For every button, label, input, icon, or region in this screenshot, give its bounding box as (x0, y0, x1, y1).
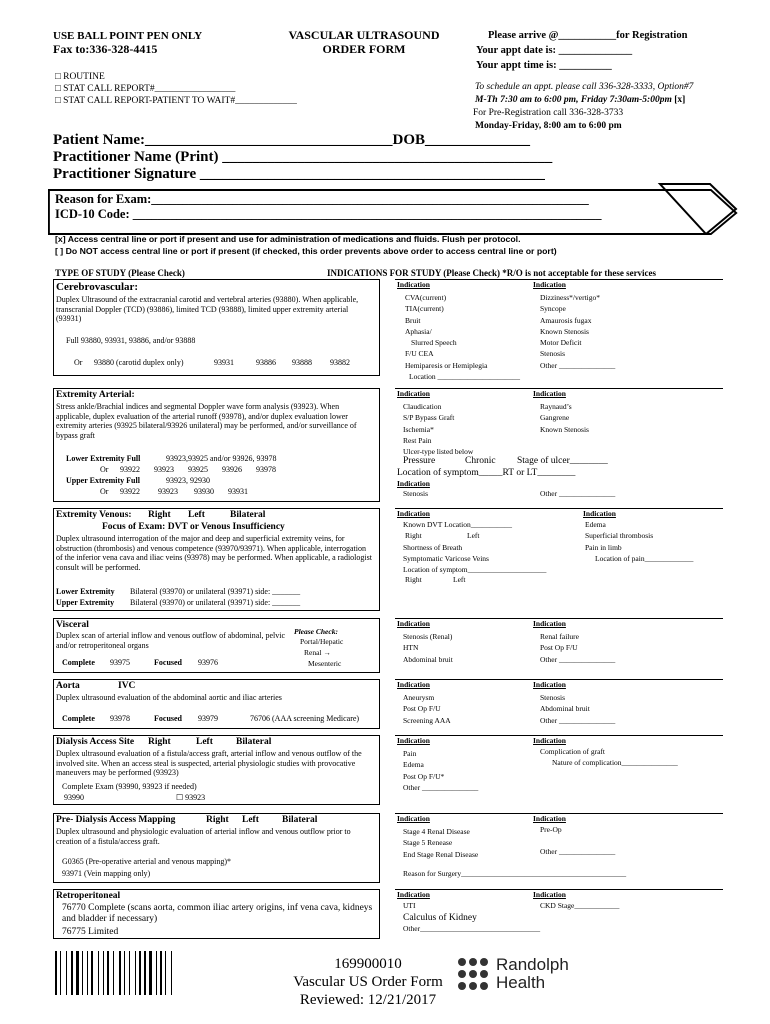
extremity-arterial-section (53, 388, 380, 502)
ind-edema[interactable]: Edema (403, 760, 424, 770)
ind-gangrene[interactable]: Gangrene (540, 413, 570, 423)
barcode-bar (122, 951, 123, 995)
ind-syncope[interactable]: Syncope (540, 304, 566, 314)
dialysis-left[interactable]: Left (196, 737, 213, 747)
indication-heading: Indication (533, 389, 566, 398)
code-93922[interactable]: 93922 (120, 465, 140, 474)
barcode-bar (94, 951, 97, 995)
lower-ext-codes: 93923,93925 and/or 93926, 93978 (166, 454, 277, 463)
barcode-bar (137, 951, 138, 995)
code-93925[interactable]: 93925 (188, 465, 208, 474)
ind-ischemia[interactable]: Ischemia* (403, 424, 434, 434)
reason-for-exam-field[interactable]: Reason for Exam:______________________________________________________________________ (55, 192, 589, 206)
practitioner-signature-field[interactable]: Practitioner Signature ______________________________________________ (53, 166, 545, 182)
ind-stenosis[interactable]: Stenosis (540, 349, 566, 359)
barcode-bar (107, 951, 109, 995)
ind-htn[interactable]: HTN (403, 643, 419, 653)
cerebro-indications (395, 279, 723, 382)
indication-heading: Indication (533, 736, 566, 745)
ind-abdominal-bruit[interactable]: Abdominal bruit (403, 654, 453, 664)
ind-rest-pain[interactable]: Rest Pain (403, 435, 432, 445)
schedule-line: To schedule an appt. please call 336-328-3333, Option#7 (475, 82, 694, 92)
ind-uti[interactable]: UTI (403, 901, 416, 910)
indication-heading: Indication (397, 280, 430, 289)
visceral-please-check: Please Check: (294, 627, 338, 636)
randolph-logo-icon (456, 956, 496, 992)
aorta-code-93979: 93979 (198, 714, 218, 723)
cerebrovascular-section (53, 279, 380, 376)
stat-call-checkbox[interactable]: □ STAT CALL REPORT#_________________ (55, 84, 236, 94)
arrive-line[interactable]: Please arrive @___________for Registration (488, 30, 688, 41)
dialysis-section (53, 735, 380, 805)
predialysis-left[interactable]: Left (242, 815, 259, 825)
visceral-section (53, 618, 380, 673)
extremity-venous-section (53, 508, 380, 611)
indication-heading: Indication (397, 619, 430, 628)
barcode-bar (171, 951, 172, 995)
ind-aphasia[interactable]: Aphasia/ (405, 326, 432, 336)
dialysis-right[interactable]: Right (148, 737, 171, 747)
ind-superficial-thrombosis[interactable]: Superficial thrombosis (585, 531, 654, 540)
ind-pre-op[interactable]: Pre-Op (540, 825, 562, 834)
barcode-bar (160, 951, 162, 995)
ind-claudication[interactable]: Claudication (403, 402, 442, 411)
indications-header: INDICATIONS FOR STUDY (Please Check) *R/O is not acceptable for these services (327, 268, 657, 278)
barcode-bar (144, 951, 146, 995)
barcode-bar (80, 951, 81, 995)
ext-ven-focus[interactable]: Focus of Exam: DVT or Venous Insufficiency (102, 522, 285, 532)
ind-location[interactable]: Location ______________________ (409, 372, 521, 382)
prereg-hours: Monday-Friday, 8:00 am to 6:00 pm (475, 121, 622, 131)
ind-shortness-breath[interactable]: Shortness of Breath (403, 543, 463, 552)
retro-indications (395, 889, 723, 939)
barcode-bar (142, 951, 143, 995)
practitioner-name-field[interactable]: Practitioner Name (Print) ____________________________________________ (53, 149, 553, 165)
cerebro-code-93931[interactable]: 93931 (214, 358, 234, 367)
ind-raynauds[interactable]: Raynaud’s (540, 402, 572, 411)
code-93930[interactable]: 93930 (194, 487, 214, 496)
no-access-central-line-option[interactable]: [ ] Do NOT access central line or port if present (if checked, this order prevents above order to access central line or port) (55, 246, 557, 256)
ind-bruit[interactable]: Bruit (405, 315, 421, 325)
ext-ven-lower[interactable]: Lower Extremity (56, 587, 115, 596)
visceral-mesenteric[interactable]: Mesenteric (308, 659, 342, 668)
logo-text-2: Health (496, 973, 546, 992)
indication-heading: Indication (397, 890, 430, 899)
cerebro-code-93880[interactable]: 93880 (carotid duplex only) (94, 358, 184, 367)
aorta-aaa-screening[interactable]: 76706 (AAA screening Medicare) (250, 714, 360, 723)
barcode-bar (131, 951, 134, 995)
form-title-2: ORDER FORM (322, 42, 406, 56)
aorta-complete[interactable]: Complete (62, 714, 95, 723)
dialysis-indications (395, 735, 723, 805)
indication-heading: Indication (397, 814, 430, 823)
barcode-bar (103, 951, 104, 995)
barcode-bar (84, 951, 86, 995)
dialysis-title[interactable]: Dialysis Access Site (56, 737, 135, 747)
ind-other[interactable]: Other _______________ (540, 360, 616, 370)
logo-text-1: Randolph (496, 955, 569, 974)
indication-heading: Indication (583, 509, 616, 518)
predialysis-g0365[interactable]: G0365 (Pre-operative arterial and venous mapping)* (62, 857, 232, 866)
barcode (55, 951, 213, 995)
barcode-bar (124, 951, 125, 995)
ext-ven-bilateral[interactable]: Bilateral (230, 510, 266, 520)
randolph-health-logo-text (496, 956, 569, 992)
barcode-bar (105, 951, 106, 995)
ind-renal-stenosis[interactable]: Stenosis (Renal) (403, 632, 453, 641)
ind-stage4-renal[interactable]: Stage 4 Renal Disease (403, 827, 470, 836)
ind-other[interactable]: Other _______________ (540, 654, 616, 664)
barcode-bar (165, 951, 166, 995)
ind-amaurosis[interactable]: Amaurosis fugax (540, 315, 592, 325)
ind-pressure[interactable]: Pressure (403, 456, 436, 466)
schedule-checkbox[interactable]: [x] (674, 95, 686, 105)
barcode-bar (89, 951, 90, 995)
predialysis-bilateral[interactable]: Bilateral (282, 815, 318, 825)
ind-chronic[interactable]: Chronic (465, 456, 496, 466)
predialysis-title[interactable]: Pre- Dialysis Access Mapping (56, 815, 176, 825)
code-93926[interactable]: 93926 (222, 465, 242, 474)
barcode-bar (173, 951, 175, 995)
barcode-bar (147, 951, 148, 995)
fax-number: Fax to:336-328-4415 (53, 42, 158, 56)
barcode-bar (153, 951, 155, 995)
cerebro-code-93888[interactable]: 93888 (292, 358, 312, 367)
ext-ven-title[interactable]: Extremity Venous: (56, 510, 132, 520)
indication-heading: Indication (397, 389, 430, 398)
type-of-study-header: TYPE OF STUDY (Please Check) (55, 268, 185, 278)
barcode-bar (71, 951, 73, 995)
ulcer-stage-field[interactable]: Stage of ulcer________ (517, 456, 608, 466)
barcode-bar (66, 951, 67, 995)
aorta-indications (395, 679, 723, 729)
indication-heading: Indication (533, 814, 566, 823)
routine-checkbox[interactable]: □ ROUTINE (55, 72, 105, 82)
dialysis-bilateral[interactable]: Bilateral (236, 737, 272, 747)
predialysis-indications (395, 813, 723, 883)
retro-complete-76770[interactable]: 76770 Complete (scans aorta, common iliac artery origins, inf vena cava, kidneys and bladder if necessary) (62, 903, 373, 925)
barcode-bar (135, 951, 136, 995)
dialysis-code-93990[interactable]: 93990 (64, 793, 84, 802)
visceral-complete[interactable]: Complete (62, 658, 95, 667)
ind-screening-aaa[interactable]: Screening AAA (403, 715, 451, 725)
ext-ven-upper[interactable]: Upper Extremity (56, 598, 115, 607)
ind-ckd-stage[interactable]: CKD Stage____________ (540, 901, 620, 910)
visceral-title[interactable]: Visceral (56, 620, 89, 630)
reason-for-surgery-field[interactable]: Reason for Surgery____________________________________________ (403, 869, 627, 878)
ind-other[interactable]: Other _______________ (403, 782, 479, 792)
ind-dvt-left[interactable]: Left (467, 531, 480, 540)
indication-heading: Indication (533, 680, 566, 689)
ind-hemiparesis[interactable]: Hemiparesis or Hemiplegia (405, 360, 488, 370)
barcode-bar (156, 951, 157, 995)
ind-aneurysm[interactable]: Aneurysm (403, 693, 435, 702)
barcode-bar (82, 951, 83, 995)
predialysis-desc: Duplex ultrasound and physiologic evaluation of arterial inflow and venous outflow prior to creation of a fistula/access graft. (56, 827, 351, 846)
barcode-bar (58, 951, 59, 995)
patient-name-field[interactable]: Patient Name:_________________________________DOB______________ (53, 132, 531, 148)
visceral-indications (395, 618, 723, 673)
code-93923[interactable]: 93923 (154, 465, 174, 474)
retro-title[interactable]: Retroperitoneal (56, 891, 121, 901)
ind-bypass[interactable]: S/P Bypass Graft (403, 413, 455, 423)
ext-ven-right[interactable]: Right (148, 510, 171, 520)
appt-time[interactable]: Your appt time is: __________ (476, 60, 612, 71)
ind-cva[interactable]: CVA(current) (405, 293, 447, 302)
barcode-bar (119, 951, 121, 995)
barcode-bar (98, 951, 99, 995)
ind-tia[interactable]: TIA(current) (405, 304, 444, 314)
or-label: Or (100, 487, 109, 496)
indication-heading: Indication (397, 736, 430, 745)
ind-post-op[interactable]: Post Op F/U (540, 643, 578, 653)
visceral-focused[interactable]: Focused (154, 658, 182, 667)
ind-edema[interactable]: Edema (585, 520, 606, 529)
symptom-location-field[interactable]: Location of symptom_____RT or LT________ (397, 468, 576, 478)
barcode-bar (163, 951, 164, 995)
code-93931[interactable]: 93931 (228, 487, 248, 496)
lower-extremity-full[interactable]: Lower Extremity Full (66, 454, 141, 463)
cerebro-code-93886[interactable]: 93886 (256, 358, 276, 367)
barcode-bar (149, 951, 152, 995)
ind-complication-nature[interactable]: Nature of complication_______________ (552, 758, 678, 767)
reviewed-date: Reviewed: 12/21/2017 (299, 992, 437, 1008)
ind-slurred[interactable]: Slurred Speech (411, 338, 457, 348)
ext-art-desc: Stress ankle/Brachial indices and segmental Doppler wave form analysis (93923). When applicable, duplex evaluation of the arterial runoff (93978), and/or duplex evaluation lower extremity arteries (93925 bilateral/93926 unilateral) may be performed, and/or surveillance of bypass graft (56, 402, 357, 440)
visceral-code-93975: 93975 (110, 658, 130, 667)
aorta-code-93978: 93978 (110, 714, 130, 723)
predialysis-right[interactable]: Right (206, 815, 229, 825)
schedule-hours: M-Th 7:30 am to 6:00 pm, Friday 7:30am-5:00pm (475, 95, 672, 105)
cerebro-or: Or (74, 358, 83, 367)
indication-heading: Indication (397, 509, 430, 518)
barcode-bar (110, 951, 112, 995)
ext-ven-indications (395, 508, 723, 611)
ind-kidney-calculus[interactable]: Calculus of Kidney (403, 913, 477, 923)
indication-heading: Indication (533, 280, 566, 289)
ext-ven-upper-options[interactable]: Bilateral (93970) or unilateral (93971) side: _______ (130, 598, 301, 607)
dialysis-desc: Duplex ultrasound evaluation of a fistula/access graft, arterial inflow and venous outflow of the involved site. When an access steal is suspected, arterial physiologic studies with provocative maneuvers may be performed (93923) (56, 749, 362, 778)
ind-known-stenosis[interactable]: Known Stenosis (540, 326, 589, 336)
ind-symptom-right[interactable]: Right (405, 575, 422, 584)
ind-pain[interactable]: Pain (403, 749, 417, 758)
appt-date[interactable]: Your appt date is: ______________ (476, 45, 633, 56)
barcode-bar (113, 951, 114, 995)
aorta-title[interactable]: Aorta (56, 681, 80, 691)
barcode-bar (62, 951, 65, 995)
indication-heading: Indication (533, 890, 566, 899)
ind-post-op[interactable]: Post Op F/U* (403, 771, 445, 781)
upper-extremity-full[interactable]: Upper Extremity Full (66, 476, 140, 485)
ind-stenosis[interactable]: Stenosis (540, 693, 566, 702)
ind-end-stage-renal[interactable]: End Stage Renal Disease (403, 849, 479, 859)
visceral-desc: Duplex scan of arterial inflow and venous outflow of abdominal, pelvic and/or retroperitoneal organs (56, 631, 286, 650)
ind-stage5-renal[interactable]: Stage 5 Renease (403, 838, 453, 848)
ind-known-stenosis[interactable]: Known Stenosis (540, 424, 589, 434)
ind-dvt-right[interactable]: Right (405, 531, 422, 540)
ind-symptom-location[interactable]: Location of symptom_____________________ (403, 565, 547, 574)
barcode-bar (60, 951, 61, 995)
barcode-bar (76, 951, 79, 995)
ind-fu-cea[interactable]: F/U CEA (405, 349, 434, 359)
retro-limited-76775[interactable]: 76775 Limited (62, 927, 119, 937)
upper-ext-codes: 93923, 92930 (166, 476, 210, 485)
indication-heading: Indication (397, 479, 430, 488)
ext-ven-lower-options[interactable]: Bilateral (93970) or unilateral (93971) side: _______ (130, 587, 301, 596)
ind-other[interactable]: Other _______________ (540, 847, 616, 856)
ivc-option[interactable]: IVC (118, 681, 136, 691)
barcode-bar (158, 951, 159, 995)
barcode-bar (87, 951, 88, 995)
ind-ulcer[interactable]: Ulcer-type listed below (403, 447, 474, 457)
ext-ven-left[interactable]: Left (188, 510, 205, 520)
aorta-desc: Duplex ultrasound evaluation of the abdominal aortic and iliac arteries (56, 693, 282, 702)
cerebro-title[interactable]: Cerebrovascular: (56, 281, 139, 293)
cerebro-code-93882[interactable]: 93882 (330, 358, 350, 367)
pre-dialysis-section (53, 813, 380, 883)
barcode-bar (91, 951, 93, 995)
barcode-bar (74, 951, 75, 995)
ind-varicose[interactable]: Symptomatic Varicose Veins (403, 554, 489, 563)
barcode-bar (55, 951, 57, 995)
barcode-bar (115, 951, 118, 995)
code-93922[interactable]: 93922 (120, 487, 140, 496)
ind-other[interactable]: Other _______________ (540, 715, 616, 725)
stat-wait-checkbox[interactable]: □ STAT CALL REPORT-PATIENT TO WAIT#_____________ (55, 96, 297, 106)
dialysis-code-93923[interactable]: ☐ 93923 (176, 793, 206, 802)
ind-abdominal-bruit[interactable]: Abdominal bruit (540, 704, 590, 714)
ind-known-dvt[interactable]: Known DVT Location___________ (403, 520, 513, 529)
ext-art-indications (395, 388, 723, 502)
indication-heading: Indication (533, 619, 566, 628)
aorta-section (53, 679, 380, 729)
cerebro-desc: Duplex Ultrasound of the extracranial carotid and vertebral arteries (93880). When applicable, transcranial Doppler (TCD) (93886), limited TCD (93888), limited upper extremity arterial (93931) (56, 295, 359, 324)
barcode-bar (126, 951, 128, 995)
aorta-focused[interactable]: Focused (154, 714, 182, 723)
ind-motor-deficit[interactable]: Motor Deficit (540, 338, 582, 348)
ext-art-title[interactable]: Extremity Arterial: (56, 390, 135, 400)
barcode-bar (139, 951, 141, 995)
ind-other[interactable]: Other _______________ (540, 489, 616, 498)
form-code: 169900010 (334, 956, 402, 972)
ind-other[interactable]: Other________________________________ (403, 924, 541, 933)
code-93978[interactable]: 93978 (256, 465, 276, 474)
cerebro-full[interactable]: Full 93880, 93931, 93886, and/or 93888 (66, 336, 196, 345)
ind-symptom-left[interactable]: Left (453, 575, 466, 584)
ind-graft-complication[interactable]: Complication of graft (540, 747, 605, 756)
access-central-line-option[interactable]: [x] Access central line or port if present and use for administration of medications and fluids. Flush per protocol. (55, 234, 521, 244)
visceral-portal-hepatic[interactable]: Portal/Hepatic (300, 637, 344, 646)
retroperitoneal-section (53, 889, 380, 939)
ind-stenosis[interactable]: Stenosis (403, 489, 429, 498)
form-title-1: VASCULAR ULTRASOUND (288, 28, 440, 42)
prereg-phone: For Pre-Registration call 336-328-3733 (473, 108, 624, 118)
form-name: Vascular US Order Form (293, 974, 443, 990)
ind-pain-limb[interactable]: Pain in limb (585, 543, 622, 552)
barcode-bar (100, 951, 102, 995)
predialysis-vein-mapping[interactable]: 93971 (Vein mapping only) (62, 869, 151, 878)
barcode-bar (68, 951, 70, 995)
ind-dizziness[interactable]: Dizziness*/vertigo* (540, 293, 600, 302)
code-93923[interactable]: 93923 (158, 487, 178, 496)
ind-renal-failure[interactable]: Renal failure (540, 632, 579, 641)
indication-heading: Indication (397, 680, 430, 689)
ind-post-op[interactable]: Post Op F/U (403, 704, 441, 714)
pen-instruction: USE BALL POINT PEN ONLY (53, 30, 203, 42)
visceral-renal[interactable]: Renal → (304, 648, 331, 657)
barcode-bar (129, 951, 130, 995)
icd10-field[interactable]: ICD-10 Code: ___________________________________________________________________________ (55, 207, 602, 221)
barcode-bar (167, 951, 170, 995)
ext-ven-desc: Duplex ultrasound interrogation of the major and deep and superficial extremity veins, for obstruction (thrombosis) and venous competence (93970/93971). When applicable, interrogation of the inferior vena cava and iliac veins (93978) may be performed. When applicable, a radiologist consult will be performed. (56, 534, 372, 572)
ind-pain-location[interactable]: Location of pain_____________ (595, 554, 694, 563)
or-label: Or (100, 465, 109, 474)
dialysis-complete[interactable]: Complete Exam (93990, 93923 if needed) (62, 782, 197, 791)
visceral-code-93976: 93976 (198, 658, 218, 667)
